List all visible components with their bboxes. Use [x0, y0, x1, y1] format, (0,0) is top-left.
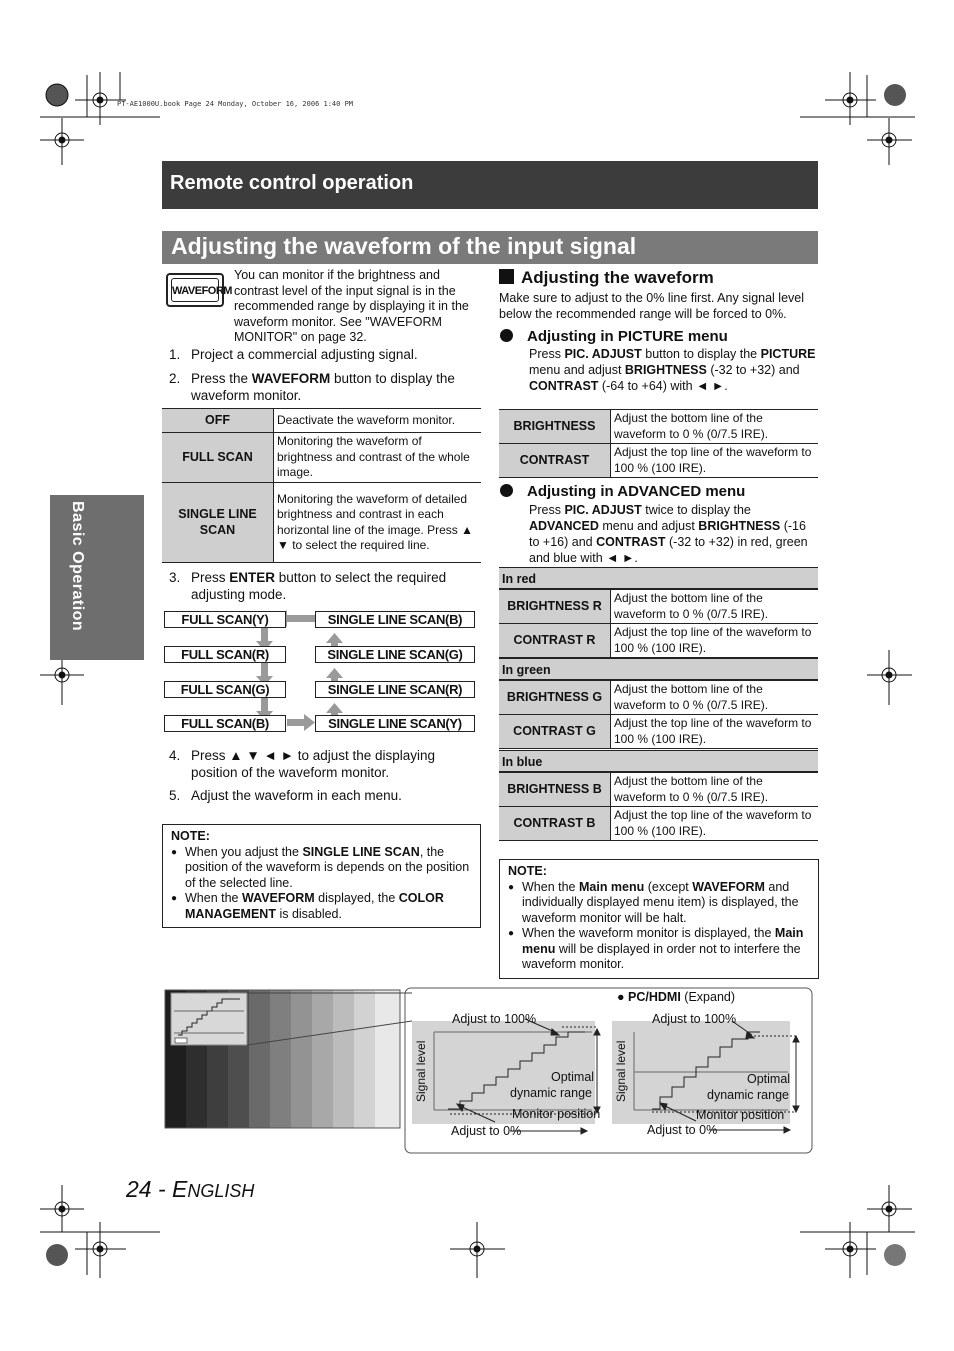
adjust-100-label-right: Adjust to 100% — [652, 1012, 737, 1026]
note-bullet: ● When you adjust the SINGLE LINE SCAN, the position of the waveform is depends on the position of the selected line. — [171, 845, 472, 892]
table-row — [499, 624, 818, 658]
monitor-position-label-left: Monitor position — [512, 1107, 601, 1121]
picture-menu-table — [499, 409, 818, 478]
dynamic-range-label-right: dynamic range — [707, 1088, 789, 1102]
circle-bullet-icon — [500, 329, 513, 342]
table-row — [499, 444, 818, 478]
pc-hdmi-label: ● PC/HDMI (Expand) — [617, 990, 736, 1004]
monitor-position-label-right: Monitor position — [696, 1108, 785, 1122]
book-info-line: PT-AE1000U.book Page 24 Monday, October 16, 2006 1:40 PM — [117, 100, 354, 108]
mode-full-scan-r: FULL SCAN(R) — [164, 646, 286, 663]
step-4 — [169, 747, 481, 781]
group-red-label: In red — [499, 567, 818, 589]
option-value: Deactivate the waveform monitor. — [274, 409, 482, 433]
waveform-button-icon — [166, 273, 232, 307]
picture-menu-text: Press PIC. ADJUST button to display the PICTURE menu and adjust BRIGHTNESS (-32 to +32) and CONTRAST (-64 to +64) with ◄ ►. — [529, 347, 816, 393]
adjust-100-label-left: Adjust to 100% — [452, 1012, 537, 1026]
waveform-icon-label: WAVEFORM — [171, 278, 219, 302]
adjusting-waveform-heading: Adjusting the waveform — [499, 268, 714, 288]
setting-key: CONTRAST — [499, 444, 611, 478]
setting-value: Adjust the top line of the waveform to 100 % (100 IRE). — [611, 444, 819, 478]
table-row — [499, 410, 818, 444]
intro-text: You can monitor if the brightness and contrast level of the input signal is in the recommended range by displaying it in the waveform monitor. See "WAVEFORM MONITOR" on page 32. — [234, 268, 469, 344]
setting-key: CONTRAST G — [499, 715, 611, 749]
adjust-0-label-right: Adjust to 0% — [647, 1123, 718, 1137]
setting-key: BRIGHTNESS G — [499, 681, 611, 715]
circle-bullet-icon — [500, 484, 513, 497]
table-row — [499, 807, 818, 841]
mode-full-scan-b: FULL SCAN(B) — [164, 715, 286, 732]
optimal-label-right: Optimal — [747, 1072, 791, 1086]
advanced-menu-heading: Adjusting in ADVANCED menu — [500, 483, 745, 500]
optimal-label-left: Optimal — [551, 1070, 595, 1084]
green-table — [499, 680, 818, 749]
step-1 — [169, 346, 481, 363]
note-box-left — [162, 824, 481, 928]
step-number: 5. — [169, 788, 181, 803]
table-row — [499, 773, 818, 807]
step-text: Press ▲ ▼ ◄ ► to adjust the displaying position of the waveform monitor. — [191, 748, 436, 780]
step-text: Project a commercial adjusting signal. — [191, 347, 418, 362]
side-tab-label: Basic Operation — [69, 501, 86, 632]
section-header: Remote control operation — [162, 161, 818, 209]
setting-value: Adjust the bottom line of the waveform to 0 % (0/7.5 IRE). — [611, 410, 819, 444]
dynamic-range-label-left: dynamic range — [510, 1086, 592, 1100]
step-number: 3. — [169, 570, 181, 585]
option-value: Monitoring the waveform of brightness and contrast of the whole image. — [274, 433, 482, 483]
adjust-0-label-left: Adjust to 0% — [451, 1124, 522, 1138]
option-key: FULL SCAN — [162, 433, 274, 483]
table-row — [162, 433, 481, 483]
mode-single-line-y: SINGLE LINE SCAN(Y) — [315, 715, 475, 732]
blue-table — [499, 772, 818, 841]
group-green-label: In green — [499, 658, 818, 680]
side-tab — [50, 495, 144, 660]
page-number: 24 - ENGLISH — [126, 1176, 255, 1202]
mode-single-line-b: SINGLE LINE SCAN(B) — [315, 611, 475, 628]
table-row — [162, 483, 481, 563]
mode-full-scan-y: FULL SCAN(Y) — [164, 611, 286, 628]
setting-value: Adjust the top line of the waveform to 100 % (100 IRE). — [611, 807, 819, 841]
setting-key: BRIGHTNESS B — [499, 773, 611, 807]
table-row — [499, 590, 818, 624]
option-key: OFF — [162, 409, 274, 433]
option-value: Monitoring the waveform of detailed brightness and contrast in each horizontal line of the image. Press ▲ ▼ to select the required line. — [274, 483, 482, 563]
scan-options-table — [162, 408, 481, 563]
setting-key: CONTRAST B — [499, 807, 611, 841]
signal-level-label-right: Signal level — [614, 1040, 628, 1102]
setting-key: BRIGHTNESS R — [499, 590, 611, 624]
note-heading: NOTE: — [508, 864, 547, 878]
group-blue-label: In blue — [499, 750, 818, 772]
signal-level-label-left: Signal level — [414, 1040, 428, 1102]
step-text: Press ENTER button to select the required adjusting mode. — [191, 570, 447, 602]
setting-value: Adjust the top line of the waveform to 100 % (100 IRE). — [611, 624, 819, 658]
mode-single-line-r: SINGLE LINE SCAN(R) — [315, 681, 475, 698]
setting-value: Adjust the bottom line of the waveform to 0 % (0/7.5 IRE). — [611, 773, 819, 807]
picture-menu-heading: Adjusting in PICTURE menu — [500, 328, 728, 345]
note-bullet: ● When the WAVEFORM displayed, the COLOR MANAGEMENT is disabled. — [171, 891, 472, 922]
table-row — [162, 409, 481, 433]
step-text: Adjust the waveform in each menu. — [191, 788, 402, 803]
step-number: 4. — [169, 748, 181, 763]
setting-value: Adjust the bottom line of the waveform to 0 % (0/7.5 IRE). — [611, 681, 819, 715]
step-number: 2. — [169, 371, 181, 386]
right-intro: Make sure to adjust to the 0% line first. Any signal level below the recommended range will be forced to 0%. — [499, 291, 805, 321]
note-bullet: ● When the Main menu (except WAVEFORM and individually displayed menu item) is displayed, the waveform monitor will be halt. — [508, 880, 810, 927]
mode-full-scan-g: FULL SCAN(G) — [164, 681, 286, 698]
setting-key: CONTRAST R — [499, 624, 611, 658]
mode-single-line-g: SINGLE LINE SCAN(G) — [315, 646, 475, 663]
square-bullet-icon — [499, 269, 514, 284]
page-title: Adjusting the waveform of the input signal — [162, 231, 818, 264]
option-key: SINGLE LINE SCAN — [162, 483, 274, 563]
step-number: 1. — [169, 347, 181, 362]
step-text: Press the WAVEFORM button to display the waveform monitor. — [191, 371, 455, 403]
note-box-right — [499, 859, 819, 979]
setting-key: BRIGHTNESS — [499, 410, 611, 444]
note-bullet: ● When the waveform monitor is displayed, the Main menu will be displayed in order not to interfere the waveform monitor. — [508, 926, 810, 973]
table-row — [499, 715, 818, 749]
red-table — [499, 589, 818, 658]
advanced-menu-text: Press PIC. ADJUST twice to display the ADVANCED menu and adjust BRIGHTNESS (-16 to +16) and CONTRAST (-32 to +32) in red, green and blue with ◄ ►. — [529, 503, 808, 565]
step-5 — [169, 787, 481, 804]
step-3 — [169, 569, 481, 603]
table-row — [499, 681, 818, 715]
setting-value: Adjust the bottom line of the waveform to 0 % (0/7.5 IRE). — [611, 590, 819, 624]
setting-value: Adjust the top line of the waveform to 100 % (100 IRE). — [611, 715, 819, 749]
note-heading: NOTE: — [171, 829, 210, 843]
step-2 — [169, 370, 481, 404]
